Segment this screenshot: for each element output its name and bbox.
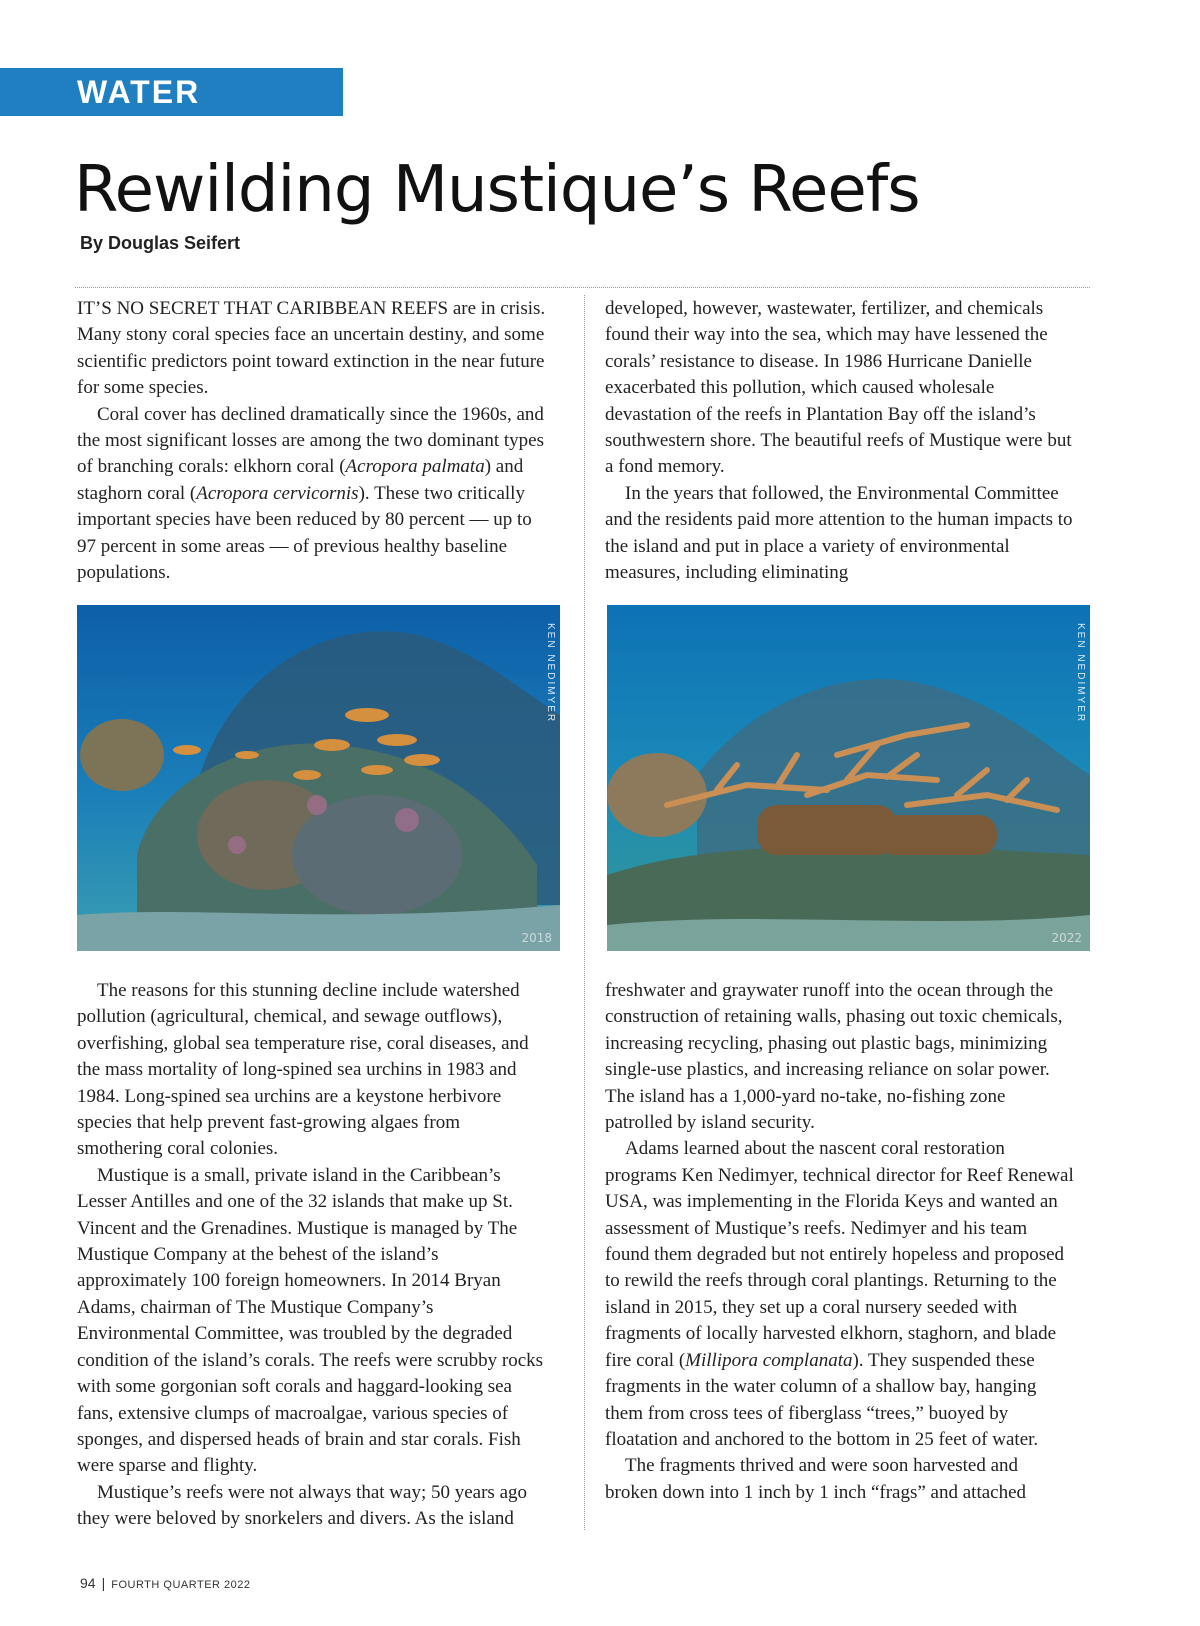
paragraph bbox=[605, 296, 1075, 481]
paragraph-text: Mustique’s reefs were not always that way; 50 years ago they were beloved by snorkelers and divers. As the island bbox=[77, 1481, 528, 1530]
paragraph-text: The reasons for this stunning decline include watershed pollution (agricultural, chemical, and sewage outflows), overfishing, global sea temperature rise, coral diseases, and the mass mortality of long-spined sea urchins in 1983 and 1984. Long-spined sea urchins are a keystone herbivore species that help prevent fast-growing algaes from smothering coral colonies. bbox=[77, 980, 529, 1160]
paragraph bbox=[605, 1453, 1075, 1506]
text-lower-left bbox=[77, 978, 547, 1533]
paragraph-text: IT’S NO SECRET THAT CARIBBEAN REEFS are in crisis. Many stony coral species face an uncertain destiny, and some scientific predictors point toward extinction in the near future for some species. bbox=[77, 298, 546, 399]
reef-photo-before-image bbox=[77, 605, 560, 951]
paragraph-text: Adams learned about the nascent coral restoration programs Ken Nedimyer, technical director for Reef Renewal USA, was implementing in the Florida Keys and wanted an assessment of Mustique’s reefs. Nedimyer and his team found them degraded but not entirely hopeless and proposed to rewild the reefs through coral plantings. Returning to the island in 2015, they set up a coral nursery seeded with fragments of locally harvested elkhorn, staghorn, and blade fire coral ( bbox=[605, 1138, 1074, 1371]
paragraph-text: The fragments thrived and were soon harvested and broken down into 1 inch by 1 inch “frags” and attached bbox=[605, 1455, 1027, 1503]
reef-photo-before bbox=[77, 605, 560, 951]
photo-credit: KEN NEDIMYER bbox=[545, 623, 556, 724]
species-name: Acropora palmata bbox=[345, 456, 485, 478]
page-footer bbox=[80, 1575, 251, 1593]
paragraph-text: Mustique is a small, private island in the Caribbean’s Lesser Antilles and one of the 32 islands that make up St. Vincent and the Grenadines. Mustique is managed by The Mustique Company at the behest of the island’s approximately 100 foreign homeowners. In 2014 Bryan Adams, chairman of The Mustique Company’s Environmental Committee, was troubled by the degraded condition of the island’s corals. The reefs were scrubby rocks with some gorgonian soft corals and haggard-looking sea fans, extensive clumps of macroalgae, various species of sponges, and dispersed heads of brain and star corals. Fish were sparse and flighty. bbox=[77, 1164, 544, 1477]
paragraph bbox=[605, 978, 1075, 1136]
paragraph-text: ). These two critically important species have been reduced by 80 percent — up to 97 percent in some areas — of previous healthy baseline populations. bbox=[77, 482, 532, 584]
paragraph bbox=[77, 1480, 547, 1533]
text-lower-right bbox=[605, 978, 1075, 1506]
page-number: 94 bbox=[80, 1575, 96, 1591]
paragraph bbox=[77, 978, 547, 1163]
paragraph-text: Coral cover has declined dramatically since the 1960s, and the most significant losses are among the two dominant types of branching corals: elkhorn coral ( bbox=[77, 403, 545, 478]
paragraph-text: developed, however, wastewater, fertilizer, and chemicals found their way into the sea, which may have lessened the corals’ resistance to disease. In 1986 Hurricane Danielle exacerbated this pollution, which caused wholesale devastation of the reefs in Plantation Bay off the island’s southwestern shore. The beautiful reefs of Mustique were but a fond memory. bbox=[605, 298, 1072, 478]
paragraph-text: ) and staghorn coral ( bbox=[77, 456, 524, 504]
byline: By Douglas Seifert bbox=[80, 233, 241, 253]
header-divider bbox=[75, 287, 1090, 288]
species-name: Millipora complanata bbox=[685, 1349, 853, 1371]
column-divider bbox=[584, 295, 585, 1530]
footer-separator: | bbox=[101, 1575, 106, 1591]
issue-label: FOURTH QUARTER 2022 bbox=[111, 1579, 251, 1591]
photo-date-stamp: 2022 bbox=[1051, 931, 1082, 945]
paragraph bbox=[77, 296, 547, 402]
paragraph bbox=[77, 402, 547, 587]
reef-photo-after bbox=[607, 605, 1090, 951]
photo-date-stamp: 2018 bbox=[521, 931, 552, 945]
section-tag: WATER PLANET bbox=[0, 68, 343, 116]
paragraph bbox=[77, 1163, 547, 1480]
paragraph-text: In the years that followed, the Environmental Committee and the residents paid more attention to the human impacts to the island and put in place a variety of environmental measures, including eliminating bbox=[605, 482, 1073, 584]
paragraph-text: freshwater and graywater runoff into the ocean through the construction of retaining walls, phasing out toxic chemicals, increasing recycling, phasing out plastic bags, minimizing single-use plastics, and increasing reliance on solar power. The island has a 1,000-yard no-take, no-fishing zone patrolled by island security. bbox=[605, 980, 1063, 1134]
paragraph bbox=[605, 1136, 1075, 1453]
species-name: Acropora cervicornis bbox=[196, 482, 359, 504]
photo-credit: KEN NEDIMYER bbox=[1075, 623, 1086, 724]
paragraph bbox=[605, 481, 1075, 587]
text-upper-left bbox=[77, 296, 547, 586]
paragraph-text: ). They suspended these fragments in the water column of a shallow bay, hanging them from cross tees of fiberglass “trees,” buoyed by floatation and anchored to the bottom in 25 feet of water. bbox=[605, 1349, 1039, 1450]
reef-photo-after-image bbox=[607, 605, 1090, 951]
text-upper-right bbox=[605, 296, 1075, 586]
page-title: Rewilding Mustique’s Reefs bbox=[74, 153, 920, 227]
